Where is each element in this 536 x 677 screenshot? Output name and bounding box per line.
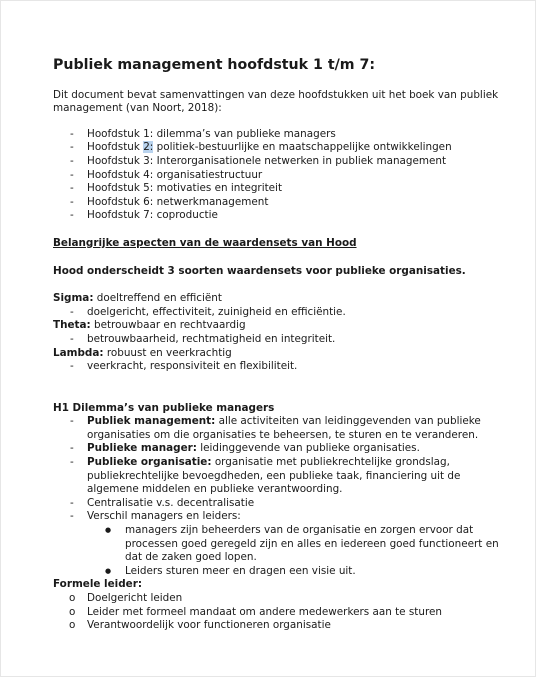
h1-item: - Centralisatie v.s. decentralisatie: [53, 497, 503, 511]
chapter-item: - Hoofdstuk 6: netwerkmanagement: [53, 196, 503, 210]
chapter-item: - Hoofdstuk 5: motivaties en integriteit: [53, 182, 503, 196]
h1-item: - Publiek management: alle activiteiten van leidinggevenden van publieke organisaties om die organisaties te beheersen, te sturen en te veranderen.: [53, 415, 503, 442]
value-set-detail: - doelgericht, effectiviteit, zuinigheid en efficiëntie.: [53, 306, 503, 320]
value-set-theta: Theta: betrouwbaar en rechtvaardig: [53, 319, 246, 332]
chapter-item: - Hoofdstuk 1: dilemma’s van publieke managers: [53, 128, 503, 142]
h1-item: - Publieke manager: leidinggevende van publieke organisaties.: [53, 442, 503, 456]
chapter-list: [53, 128, 503, 223]
text-selection[interactable]: 2:: [143, 141, 154, 154]
value-set-detail: - betrouwbaarheid, rechtmatigheid en integriteit.: [53, 333, 503, 347]
formal-leader-heading: Formele leider:: [53, 578, 142, 591]
hood-subheading: Hood onderscheidt 3 soorten waardensets voor publieke organisaties.: [53, 264, 466, 277]
formal-leader-item: o Verantwoordelijk voor functioneren organisatie: [53, 619, 503, 633]
formal-leader-item: o Leider met formeel mandaat om andere medewerkers aan te sturen: [53, 606, 503, 620]
formal-leader-item: o Doelgericht leiden: [53, 592, 503, 606]
h1-list: [53, 415, 503, 524]
value-set-sigma: Sigma: doeltreffend en efficiënt: [53, 292, 222, 305]
hood-heading: Belangrijke aspecten van de waardensets van Hood: [53, 236, 357, 249]
intro-paragraph: Dit document bevat samenvattingen van deze hoofdstukken uit het boek van publiek management (van Noort, 2018):: [53, 88, 499, 115]
h1-heading: H1 Dilemma’s van publieke managers: [53, 401, 275, 414]
value-set-detail: - veerkracht, responsiviteit en flexibiliteit.: [53, 360, 503, 374]
value-sets: [53, 292, 503, 374]
h1-item: - Verschil managers en leiders:: [53, 510, 503, 524]
leader-point: ● Leiders sturen meer en dragen een visie uit.: [53, 565, 503, 579]
h1-item: - Publieke organisatie: organisatie met publiekrechtelijke grondslag, publiekrechtelijke bevoegdheden, een publieke taak, financiering uit de algemene middelen en publieke verantwoording.: [53, 456, 503, 497]
chapter-item: - Hoofdstuk 3: Interorganisationele netwerken in publiek management: [53, 155, 503, 169]
chapter-item: - Hoofdstuk 2: politiek-bestuurlijke en maatschappelijke ontwikkelingen: [53, 141, 503, 155]
chapter-item: - Hoofdstuk 4: organisatiestructuur: [53, 169, 503, 183]
value-set-lambda: Lambda: robuust en veerkrachtig: [53, 346, 232, 359]
formal-leader-list: [53, 592, 503, 633]
leader-points: [53, 524, 503, 578]
leader-point: ● managers zijn beheerders van de organisatie en zorgen ervoor dat processen goed geregeld zijn en alles en iedereen goed functioneert en dat de zaken goed lopen.: [53, 524, 503, 565]
document-body: [53, 59, 503, 633]
chapter-item: - Hoofdstuk 7: coproductie: [53, 209, 503, 223]
document-title: Publiek management hoofdstuk 1 t/m 7:: [53, 57, 376, 73]
